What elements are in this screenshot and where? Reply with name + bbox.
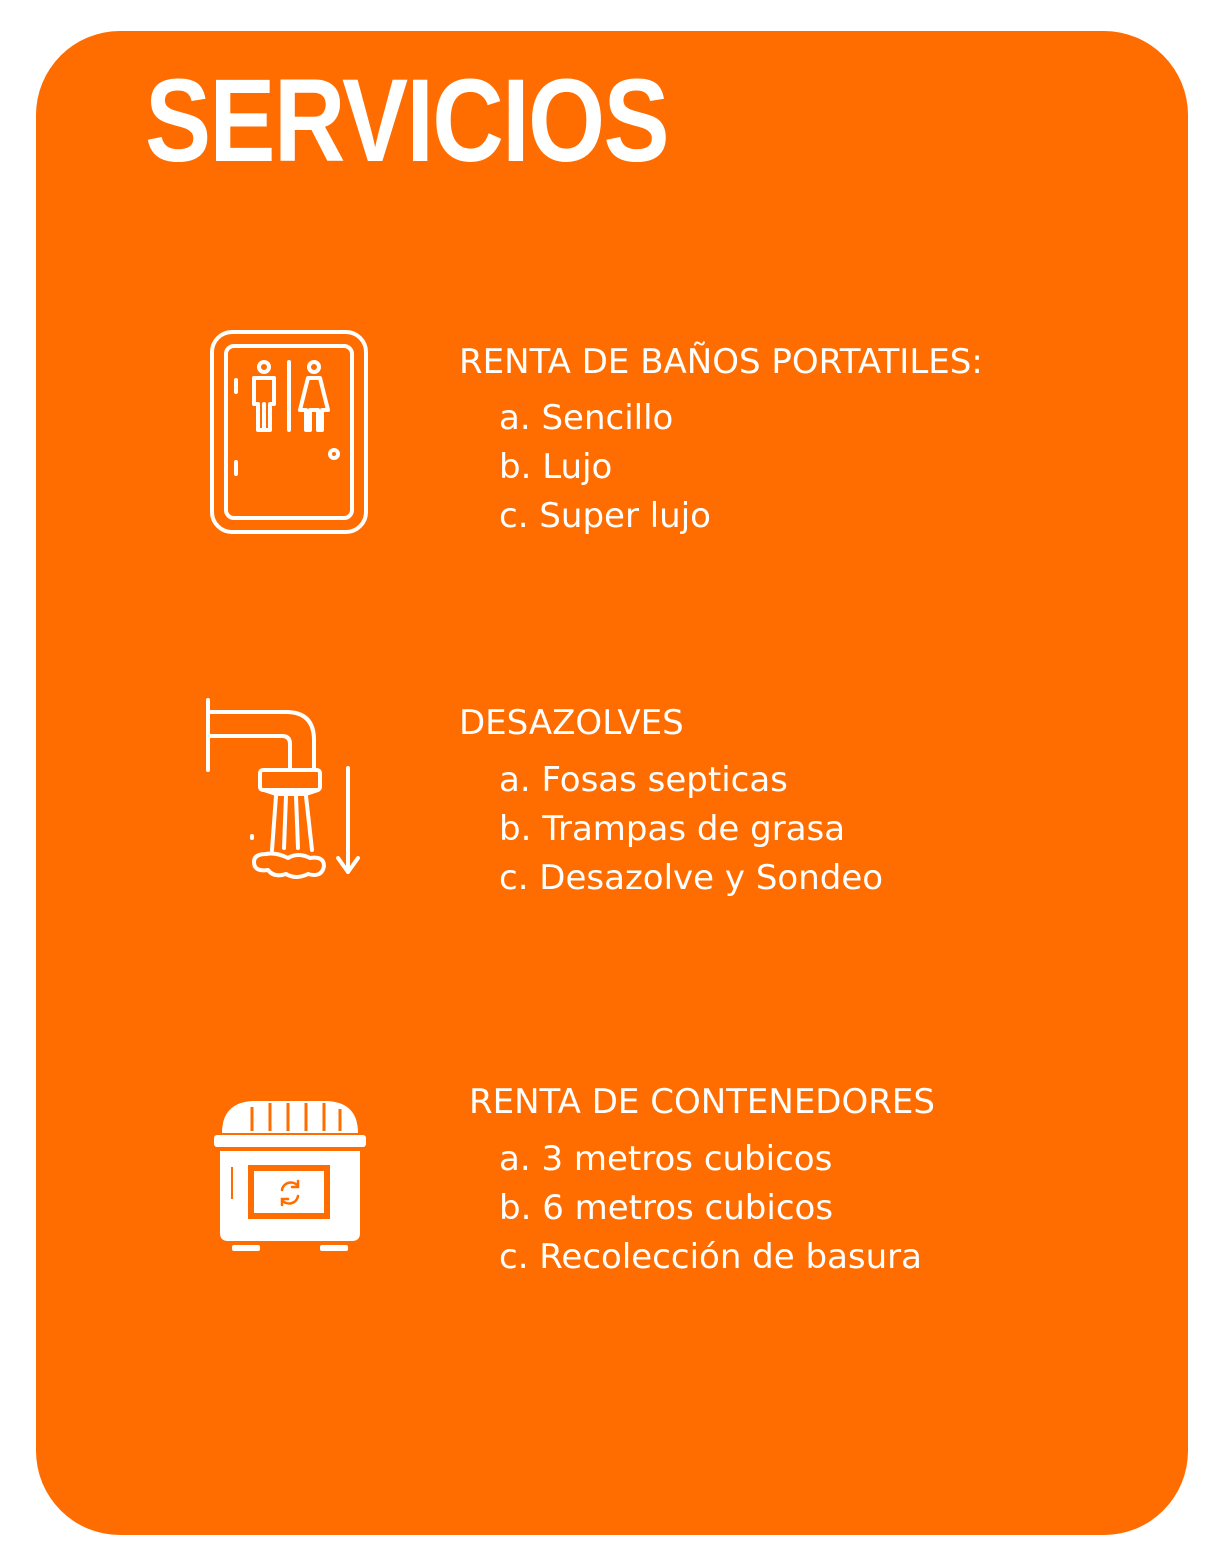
section-heading-contenedores: RENTA DE CONTENEDORES bbox=[469, 1082, 935, 1122]
list-item: b. Trampas de grasa bbox=[499, 809, 846, 849]
list-item: a. Sencillo bbox=[499, 398, 674, 438]
portable-toilet-icon bbox=[210, 330, 368, 534]
list-item: c. Desazolve y Sondeo bbox=[499, 858, 884, 898]
list-item: b. 6 metros cubicos bbox=[499, 1188, 834, 1228]
section-heading-desazolves: DESAZOLVES bbox=[459, 703, 684, 743]
list-item: a. 3 metros cubicos bbox=[499, 1139, 833, 1179]
drain-pipe-icon bbox=[202, 698, 378, 882]
list-item: b. Lujo bbox=[499, 447, 613, 487]
list-item: c. Super lujo bbox=[499, 496, 711, 536]
dumpster-icon bbox=[212, 1097, 368, 1257]
section-heading-banos: RENTA DE BAÑOS PORTATILES: bbox=[459, 342, 983, 382]
section-list-desazolves bbox=[499, 756, 883, 903]
page-title: SERVICIOS bbox=[145, 55, 668, 187]
section-list-banos bbox=[499, 394, 711, 541]
section-list-contenedores bbox=[499, 1135, 922, 1282]
list-item: a. Fosas septicas bbox=[499, 760, 788, 800]
list-item: c. Recolección de basura bbox=[499, 1237, 922, 1277]
